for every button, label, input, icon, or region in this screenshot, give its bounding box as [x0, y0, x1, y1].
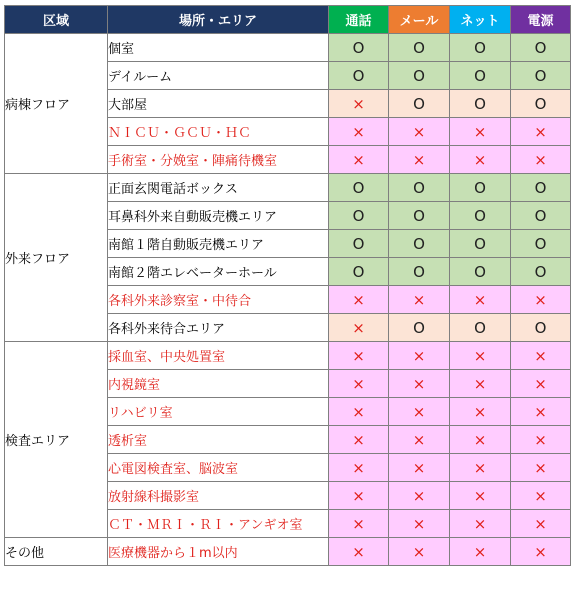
allowed-mark: O [534, 178, 547, 197]
allowed-mark: O [352, 234, 365, 253]
header-row [5, 6, 571, 34]
place-label: 各科外来診察室・中待合 [108, 286, 329, 314]
allowed-mark: O [534, 38, 547, 57]
net-mark [450, 398, 511, 426]
place-label: 大部屋 [108, 90, 329, 118]
prohibited-mark: × [534, 402, 547, 421]
mail-mark [389, 482, 450, 510]
net-mark [450, 90, 511, 118]
call-mark [329, 538, 389, 566]
allowed-mark: O [413, 206, 425, 225]
net-mark [450, 34, 511, 62]
prohibited-mark: × [473, 486, 487, 505]
allowed-mark: O [534, 234, 547, 253]
allowed-mark: O [413, 94, 425, 113]
table-row [5, 34, 571, 62]
prohibited-mark: × [352, 122, 365, 141]
power-mark [511, 118, 571, 146]
power-mark [511, 90, 571, 118]
allowed-mark: O [352, 262, 365, 281]
power-mark [511, 426, 571, 454]
header-power: 電源 [511, 6, 571, 34]
mail-mark [389, 510, 450, 538]
prohibited-mark: × [352, 346, 365, 365]
power-mark [511, 510, 571, 538]
prohibited-mark: × [412, 542, 426, 561]
prohibited-mark: × [473, 290, 487, 309]
call-mark [329, 62, 389, 90]
power-mark [511, 398, 571, 426]
table-row [5, 538, 571, 566]
call-mark [329, 482, 389, 510]
prohibited-mark: × [534, 486, 547, 505]
prohibited-mark: × [534, 514, 547, 533]
power-mark [511, 286, 571, 314]
header-place: 場所・エリア [108, 6, 329, 34]
mail-mark [389, 90, 450, 118]
net-mark [450, 482, 511, 510]
call-mark [329, 202, 389, 230]
prohibited-mark: × [473, 122, 487, 141]
mail-mark [389, 314, 450, 342]
allowed-mark: O [474, 38, 486, 57]
phone-usage-table [4, 5, 571, 566]
allowed-mark: O [352, 38, 365, 57]
call-mark [329, 510, 389, 538]
prohibited-mark: × [412, 402, 426, 421]
allowed-mark: O [474, 94, 486, 113]
net-mark [450, 426, 511, 454]
prohibited-mark: × [412, 486, 426, 505]
power-mark [511, 370, 571, 398]
allowed-mark: O [534, 262, 547, 281]
prohibited-mark: × [473, 346, 487, 365]
prohibited-mark: × [412, 346, 426, 365]
header-mail: メール [389, 6, 450, 34]
prohibited-mark: × [534, 290, 547, 309]
prohibited-mark: × [473, 150, 487, 169]
place-label: 南館２階エレベーターホール [108, 258, 329, 286]
allowed-mark: O [474, 318, 486, 337]
prohibited-mark: × [352, 514, 365, 533]
header-call: 通話 [329, 6, 389, 34]
prohibited-mark: × [534, 542, 547, 561]
allowed-mark: O [474, 262, 486, 281]
prohibited-mark: × [412, 430, 426, 449]
power-mark [511, 342, 571, 370]
net-mark [450, 510, 511, 538]
mail-mark [389, 370, 450, 398]
header-zone: 区域 [5, 6, 108, 34]
prohibited-mark: × [412, 458, 426, 477]
mail-mark [389, 454, 450, 482]
power-mark [511, 538, 571, 566]
power-mark [511, 202, 571, 230]
power-mark [511, 258, 571, 286]
allowed-mark: O [413, 38, 425, 57]
mail-mark [389, 118, 450, 146]
allowed-mark: O [413, 66, 425, 85]
prohibited-mark: × [473, 514, 487, 533]
prohibited-mark: × [534, 346, 547, 365]
prohibited-mark: × [412, 374, 426, 393]
power-mark [511, 174, 571, 202]
mail-mark [389, 286, 450, 314]
prohibited-mark: × [412, 514, 426, 533]
place-label: ＮＩＣＵ・ＧＣＵ・ＨＣ [108, 118, 329, 146]
allowed-mark: O [474, 206, 486, 225]
mail-mark [389, 398, 450, 426]
header-net: ネット [450, 6, 511, 34]
mail-mark [389, 202, 450, 230]
prohibited-mark: × [352, 150, 365, 169]
zone-label: 外来フロア [5, 174, 108, 342]
place-label: 医療機器から１m以内 [108, 538, 329, 566]
prohibited-mark: × [352, 318, 365, 337]
place-label: 南館１階自動販売機エリア [108, 230, 329, 258]
net-mark [450, 454, 511, 482]
prohibited-mark: × [412, 290, 426, 309]
zone-label: 病棟フロア [5, 34, 108, 174]
allowed-mark: O [474, 234, 486, 253]
prohibited-mark: × [412, 122, 426, 141]
mail-mark [389, 34, 450, 62]
prohibited-mark: × [352, 458, 365, 477]
net-mark [450, 538, 511, 566]
mail-mark [389, 62, 450, 90]
place-label: 正面玄関電話ボックス [108, 174, 329, 202]
net-mark [450, 202, 511, 230]
allowed-mark: O [413, 178, 425, 197]
net-mark [450, 146, 511, 174]
prohibited-mark: × [473, 542, 487, 561]
place-label: 各科外来待合エリア [108, 314, 329, 342]
call-mark [329, 230, 389, 258]
place-label: 心電図検査室、脳波室 [108, 454, 329, 482]
prohibited-mark: × [534, 430, 547, 449]
table-row [5, 342, 571, 370]
call-mark [329, 426, 389, 454]
prohibited-mark: × [473, 402, 487, 421]
power-mark [511, 146, 571, 174]
prohibited-mark: × [473, 430, 487, 449]
mail-mark [389, 174, 450, 202]
prohibited-mark: × [352, 374, 365, 393]
prohibited-mark: × [534, 122, 547, 141]
zone-label: 検査エリア [5, 342, 108, 538]
mail-mark [389, 146, 450, 174]
place-label: デイルーム [108, 62, 329, 90]
allowed-mark: O [534, 66, 547, 85]
call-mark [329, 286, 389, 314]
net-mark [450, 118, 511, 146]
net-mark [450, 286, 511, 314]
net-mark [450, 230, 511, 258]
allowed-mark: O [352, 66, 365, 85]
mail-mark [389, 258, 450, 286]
call-mark [329, 314, 389, 342]
call-mark [329, 398, 389, 426]
mail-mark [389, 342, 450, 370]
prohibited-mark: × [534, 150, 547, 169]
mail-mark [389, 426, 450, 454]
mail-mark [389, 230, 450, 258]
power-mark [511, 62, 571, 90]
prohibited-mark: × [473, 374, 487, 393]
mail-mark [389, 538, 450, 566]
net-mark [450, 62, 511, 90]
allowed-mark: O [413, 262, 425, 281]
allowed-mark: O [413, 318, 425, 337]
place-label: 透析室 [108, 426, 329, 454]
allowed-mark: O [352, 178, 365, 197]
net-mark [450, 174, 511, 202]
prohibited-mark: × [534, 374, 547, 393]
prohibited-mark: × [352, 430, 365, 449]
net-mark [450, 258, 511, 286]
call-mark [329, 454, 389, 482]
place-label: 内視鏡室 [108, 370, 329, 398]
allowed-mark: O [413, 234, 425, 253]
power-mark [511, 454, 571, 482]
call-mark [329, 146, 389, 174]
net-mark [450, 342, 511, 370]
allowed-mark: O [352, 206, 365, 225]
allowed-mark: O [474, 178, 486, 197]
allowed-mark: O [534, 206, 547, 225]
place-label: 放射線科撮影室 [108, 482, 329, 510]
allowed-mark: O [534, 318, 547, 337]
call-mark [329, 90, 389, 118]
place-label: リハビリ室 [108, 398, 329, 426]
net-mark [450, 314, 511, 342]
prohibited-mark: × [412, 150, 426, 169]
table-row [5, 174, 571, 202]
prohibited-mark: × [352, 290, 365, 309]
place-label: 採血室、中央処置室 [108, 342, 329, 370]
table-body [5, 34, 571, 566]
call-mark [329, 258, 389, 286]
place-label: 耳鼻科外来自動販売機エリア [108, 202, 329, 230]
allowed-mark: O [534, 94, 547, 113]
place-label: ＣＴ・ＭＲＩ・ＲＩ・アンギオ室 [108, 510, 329, 538]
prohibited-mark: × [352, 542, 365, 561]
power-mark [511, 482, 571, 510]
power-mark [511, 314, 571, 342]
prohibited-mark: × [352, 402, 365, 421]
net-mark [450, 370, 511, 398]
prohibited-mark: × [352, 486, 365, 505]
call-mark [329, 34, 389, 62]
prohibited-mark: × [352, 94, 365, 113]
power-mark [511, 230, 571, 258]
allowed-mark: O [474, 66, 486, 85]
call-mark [329, 118, 389, 146]
place-label: 手術室・分娩室・陣痛待機室 [108, 146, 329, 174]
call-mark [329, 174, 389, 202]
power-mark [511, 34, 571, 62]
call-mark [329, 370, 389, 398]
zone-label: その他 [5, 538, 108, 566]
place-label: 個室 [108, 34, 329, 62]
prohibited-mark: × [534, 458, 547, 477]
call-mark [329, 342, 389, 370]
prohibited-mark: × [473, 458, 487, 477]
